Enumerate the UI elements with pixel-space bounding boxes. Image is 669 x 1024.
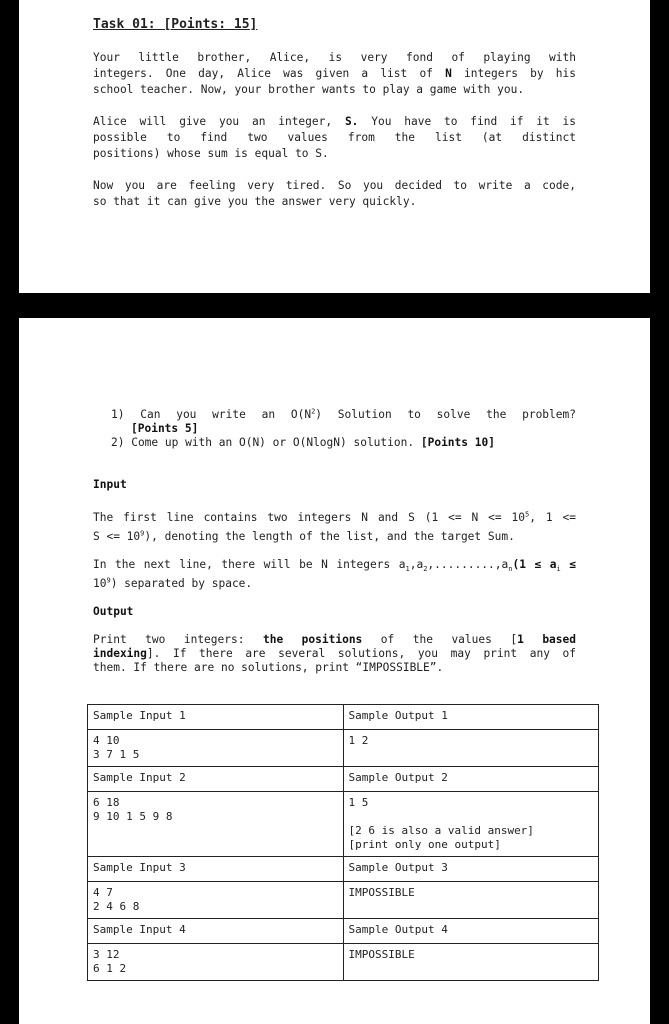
input-heading: Input xyxy=(93,478,127,491)
sample-output-label: Sample Output 1 xyxy=(343,705,599,730)
sample-output-label: Sample Output 3 xyxy=(343,857,599,882)
paragraph-1-line-3: school teacher. Now, your brother wants to play a game with you. xyxy=(93,83,525,96)
sample-input-content xyxy=(88,882,344,919)
sample-line: 2 4 6 8 xyxy=(93,900,140,913)
output-line-2: indexing]. If there are several solutions, you may print any of xyxy=(93,647,576,660)
sample-output-content xyxy=(343,944,599,981)
task-title: Task 01: [Points: 15] xyxy=(93,17,258,32)
paragraph-2-line-2: possible to find two values from the list (at distinct xyxy=(93,131,576,144)
sample-line: 6 18 xyxy=(93,796,120,809)
question-2: 2) Come up with an O(N) or O(NlogN) solution. [Points 10] xyxy=(111,436,495,449)
sample-line: 4 10 xyxy=(93,734,120,747)
sample-output-content xyxy=(343,730,599,767)
document-page-2 xyxy=(19,318,650,1024)
output-line-1: Print two integers: the positions of the values [1 based xyxy=(93,633,576,646)
sample-header-row xyxy=(88,767,599,792)
output-heading: Output xyxy=(93,605,134,618)
input-line-1: The first line contains two integers N and S ($1 <= N <= 10^5$, 1 <= xyxy=(93,510,576,524)
paragraph-2-line-3: positions) whose sum is equal to S. xyxy=(93,147,329,160)
paragraph-2-line-1: Alice will give you an integer, S. You have to find if it is xyxy=(93,115,576,128)
sample-line: 1 5 xyxy=(348,796,369,809)
sample-line: 9 10 1 5 9 8 xyxy=(93,810,173,823)
sample-line: [2 6 is also a valid answer] xyxy=(348,824,534,837)
sample-body-row xyxy=(88,792,599,857)
question-1-points: [Points 5] xyxy=(131,422,199,435)
input-line-4: $10^9$) separated by space. xyxy=(93,576,253,590)
document-page-1 xyxy=(19,0,650,293)
sample-output-label: Sample Output 4 xyxy=(343,919,599,944)
sample-line: 1 2 xyxy=(348,734,369,747)
samples-table xyxy=(87,704,599,981)
paragraph-3-line-1: Now you are feeling very tired. So you decided to write a code, xyxy=(93,179,576,192)
sample-body-row xyxy=(88,730,599,767)
sample-input-label: Sample Input 3 xyxy=(88,857,344,882)
sample-output-content xyxy=(343,792,599,857)
sample-line: 3 12 xyxy=(93,948,120,961)
sample-line: 4 7 xyxy=(93,886,113,899)
sample-line: IMPOSSIBLE xyxy=(348,886,415,899)
sample-header-row xyxy=(88,857,599,882)
sample-input-content xyxy=(88,944,344,981)
sample-input-content xyxy=(88,792,344,857)
paragraph-3-line-2: so that it can give you the answer very quickly. xyxy=(93,195,417,208)
sample-input-label: Sample Input 2 xyxy=(88,767,344,792)
output-line-3: them. If there are no solutions, print “IMPOSSIBLE”. xyxy=(93,661,444,674)
sample-output-content xyxy=(343,882,599,919)
sample-line: 3 7 1 5 xyxy=(93,748,140,761)
question-1: 1) Can you write an $O(N^2)$ Solution to solve the problem? xyxy=(111,407,576,421)
input-line-2: $S <= 10^9$), denoting the length of the list, and the target Sum. xyxy=(93,529,515,543)
sample-header-row xyxy=(88,705,599,730)
sample-input-content xyxy=(88,730,344,767)
sample-line xyxy=(349,810,594,824)
sample-output-label: Sample Output 2 xyxy=(343,767,599,792)
paragraph-1-line-2: integers. One day, Alice was given a list of N integers by his xyxy=(93,67,576,80)
sample-input-label: Sample Input 1 xyxy=(88,705,344,730)
sample-body-row xyxy=(88,944,599,981)
sample-line: IMPOSSIBLE xyxy=(348,948,415,961)
sample-body-row xyxy=(88,882,599,919)
sample-header-row xyxy=(88,919,599,944)
sample-line: 6 1 2 xyxy=(93,962,127,975)
sample-input-label: Sample Input 4 xyxy=(88,919,344,944)
paragraph-1-line-1: Your little brother, Alice, is very fond of playing with xyxy=(93,51,576,64)
sample-line: [print only one output] xyxy=(348,838,501,851)
input-line-3: In the next line, there will be N integers $a_1,a_2,.........,a_n(1 \le a_i$ ≤ xyxy=(93,558,576,574)
